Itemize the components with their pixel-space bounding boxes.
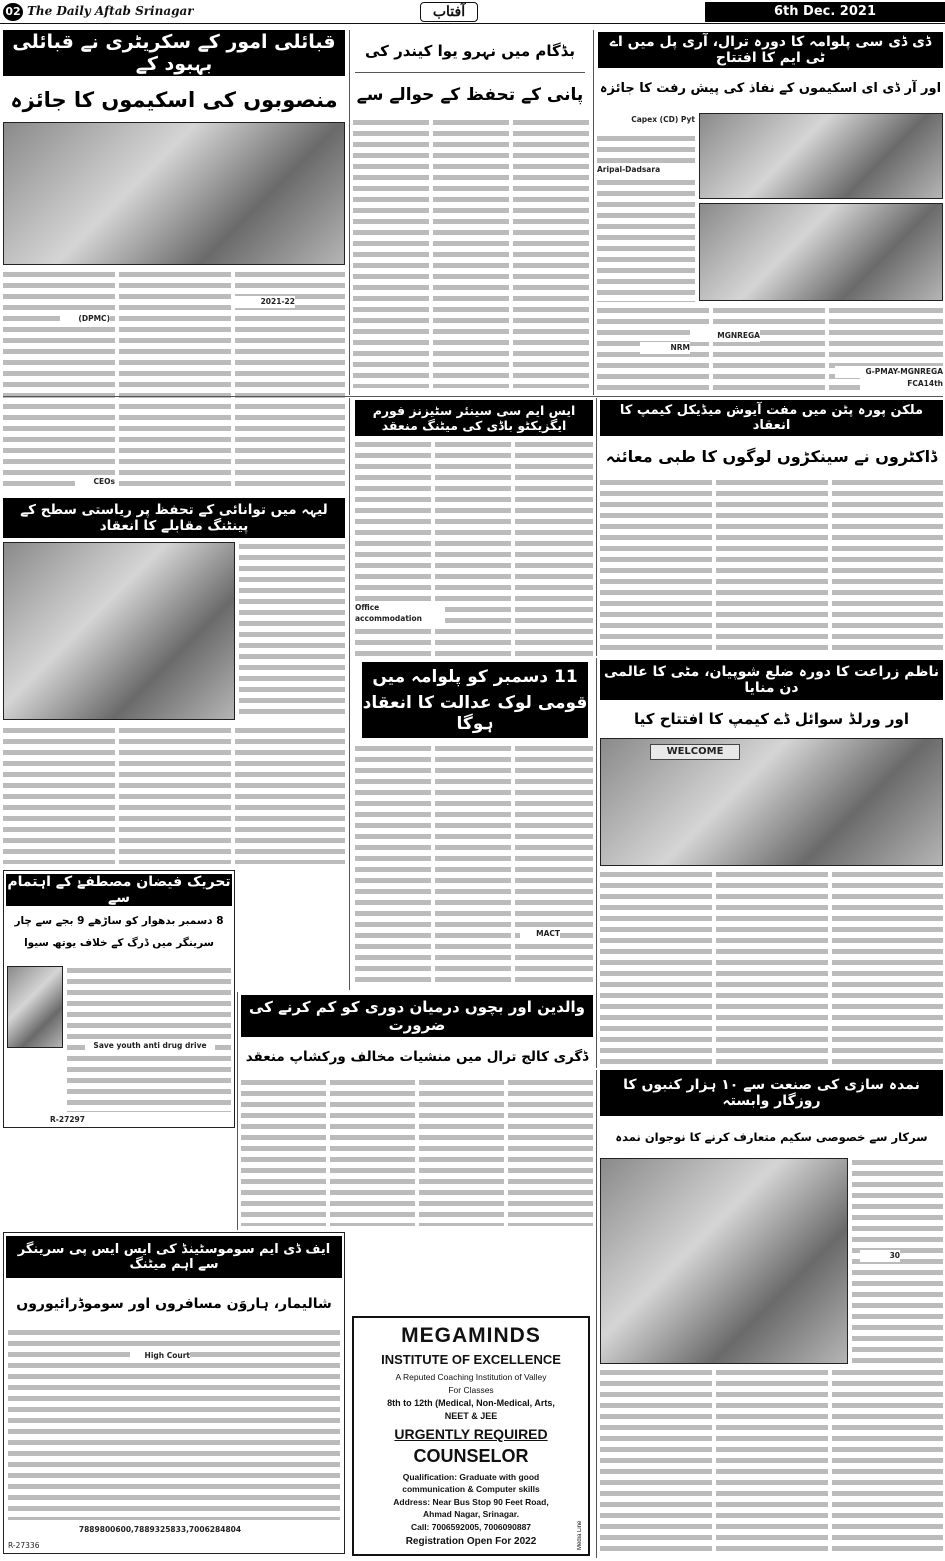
namda-headline-band (600, 1070, 943, 1116)
ad-qual2: communication & Computer skills (402, 1484, 540, 1494)
soil-headline-2: اور ورلڈ سوائل ڈے کیمپ کا افتتاح کیا (634, 710, 909, 728)
tehreek-headline-3: سرینگر میں ڈرگ کے خلاف یوتھ سیوا (24, 937, 214, 949)
ddc-term-pyt: Pyt (680, 115, 695, 124)
fdi-highcourt: High Court (130, 1350, 190, 1362)
smc-text-col3 (515, 440, 593, 658)
lokadalat-headline-band (362, 662, 588, 738)
ad-addr2: Ahmad Nagar, Srinagar. (423, 1509, 519, 1519)
smc-headline: ایس ایم سی سینئر سٹیزنز فورم ایگزیکٹو باڈی کی میٹنگ منعقد (372, 403, 576, 433)
namda-figure: 30 (860, 1250, 900, 1262)
column-divider (349, 30, 350, 395)
smc-tags (355, 602, 445, 626)
tribal-text-col2 (119, 270, 231, 492)
ddc-term-cd: CD (663, 115, 675, 124)
fdi-headline-1: ایف ڈی ایم سوموسٹینڈ کی ایس ایس پی سرینگر سے اہم میٹنگ (17, 1242, 331, 1272)
fdi-headline-2: شالیمار، ہاروَن مسافروں اور سوموڈرائیوروں (16, 1296, 332, 1312)
tribal-ceos: CEOs (75, 476, 115, 488)
soil-headline-1: ناظم زراعت کا دورہ ضلع شوپیان، مٹی کا عالمی دن منایا (604, 664, 939, 696)
ddc-term-capex: Capex (631, 115, 658, 124)
painting-text-col3 (235, 726, 345, 864)
smc-tag-poineer (355, 625, 387, 626)
tribal-headline-band (3, 30, 345, 76)
tribal-headline-2: منصوبوں کی اسکیموں کا جائزہ (10, 88, 338, 112)
row-divider (3, 396, 943, 397)
ddc-fca: FCA14th (860, 378, 943, 390)
column-divider (596, 1070, 597, 1558)
ddc-headline-2: اور آر ڈی ای اسکیموں کے نفاذ کی پیش رفت کا جائزہ (599, 81, 942, 96)
soil-text-col1 (600, 870, 712, 1066)
camp-headline-2: ڈاکٹروں نے سینکڑوں لوگوں کا طبی معائنہ (605, 447, 938, 466)
ad-addr: Address: Near Bus Stop 90 Feet Road, (393, 1497, 549, 1507)
ad-urgent: URGENTLY REQUIRED (394, 1426, 548, 1442)
camp-text-col3 (832, 478, 943, 650)
lokadalat-text-col2 (435, 744, 511, 986)
ddc-capex: Capex (CD) Pyt (597, 114, 695, 136)
budgam-headline: پانی کے تحفظ کے حوالے سے (356, 85, 584, 105)
ddc-mgnrega: MGNREGA (690, 330, 760, 342)
ad-subtitle: INSTITUTE OF EXCELLENCE (381, 1352, 561, 1367)
ddc-text-top (597, 112, 695, 302)
painting-headline-band (3, 498, 345, 538)
tehreek-headline-1: تحریک فیضان مصطفےٰ کے اہتمام سے (7, 874, 231, 906)
lokadalat-headline-2: قومی لوک عدالت کا انعقاد ہوگا (362, 693, 588, 734)
fdi-headline-band (6, 1236, 342, 1278)
soil-headline-band (600, 660, 943, 700)
tehreek-headline-band (6, 874, 232, 906)
newspaper-logo: آفتاب (420, 2, 478, 22)
tribal-year: 2021-22 (235, 296, 295, 308)
parents-text-col2 (330, 1078, 415, 1226)
ad-line2: For Classes (448, 1385, 494, 1395)
tribal-meeting-photo (3, 122, 345, 265)
tehreek-ref: R-27297 (50, 1114, 110, 1126)
namda-text-col1 (600, 1368, 712, 1556)
tehreek-text (67, 966, 231, 1112)
budgam-kicker: بڈگام میں نہرو یوا کیندر کی (364, 42, 576, 60)
budgam-text-col2 (433, 118, 509, 388)
tribal-dpmc: (DPMC) (60, 313, 110, 325)
namda-text-col2 (716, 1368, 828, 1556)
soil-text-col2 (716, 870, 828, 1066)
painting-text-col1 (3, 726, 115, 864)
parents-text-col3 (419, 1078, 504, 1226)
ad-line1: A Reputed Coaching Institution of Valley (395, 1372, 547, 1382)
parents-headline-2: ڈگری کالج ترال میں منشیات مخالف ورکشاپ منعقد (245, 1049, 589, 1065)
tribal-headline-1: قبائلی امور کے سکریٹری نے قبائلی بہبود کے (12, 31, 336, 75)
camp-headline-band (600, 400, 943, 436)
ad-line3: 8th to 12th (Medical, Non-Medical, Arts, (387, 1398, 555, 1408)
fdi-phones: 7889800600,7889325833,7006284804 (60, 1524, 260, 1536)
ddc-photo-1 (699, 113, 943, 199)
ad-line4: NEET & JEE (444, 1411, 498, 1421)
namda-carpet-photo (600, 1158, 848, 1364)
ddc-gpmay: G-PMAY-MGNREGA (835, 366, 943, 378)
ad-media-line: Media Line (577, 1520, 583, 1550)
lokadalat-text-col1 (355, 744, 431, 986)
painting-students-photo (3, 542, 235, 720)
tehreek-speaker-photo (7, 966, 63, 1048)
parents-text-col1 (241, 1078, 326, 1226)
painting-text-side (239, 542, 345, 720)
lokadalat-text-col3 (515, 744, 593, 986)
fdi-ref: R-27336 (8, 1540, 58, 1552)
ad-registration: Registration Open For 2022 (405, 1536, 537, 1547)
namda-headline-2: سرکار سے خصوصی سکیم متعارف کرنے کا نوجوان نمدہ (615, 1130, 928, 1144)
camp-headline-1: ملکن پورہ پٹن میں مفت آیوش میڈیکل کیمپ کا انعقاد (619, 403, 924, 433)
ad-qual: Qualification: Graduate with good (402, 1472, 540, 1482)
ddc-headline-band (598, 32, 943, 68)
ad-call: Call: 7006592005, 7006090887 (410, 1522, 532, 1532)
lokadalat-headline-1: 11 دسمبر کو پلوامہ میں (372, 667, 578, 687)
issue-date: 6th Dec. 2021 (705, 2, 945, 22)
ddc-nrm: NRM (640, 342, 690, 354)
smc-headline-band (355, 400, 593, 436)
ddc-photo-2 (699, 203, 943, 301)
ddc-headline-1: ڈی ڈی سی پلوامہ کا دورہ ترال، آری پل میں اے ٹی ایم کا افتتاح (609, 34, 932, 66)
column-divider (596, 398, 597, 656)
ad-role: COUNSELOR (413, 1446, 529, 1466)
lokadalat-mact: MACT (520, 928, 560, 940)
parents-text-col4 (508, 1078, 593, 1226)
camp-text-col1 (600, 478, 712, 650)
ad-title: MEGAMINDS (401, 1324, 541, 1347)
parents-headline-band (241, 995, 593, 1037)
welcome-banner: WELCOME (650, 744, 740, 760)
column-divider (237, 992, 238, 1230)
publication-name: The Daily Aftab Srinagar (27, 4, 194, 18)
tehreek-drive: Save youth anti drug drive (85, 1040, 215, 1052)
budgam-rule (355, 72, 585, 73)
budgam-text-col3 (513, 118, 589, 388)
painting-text-col2 (119, 726, 231, 864)
smc-tag-office: Office accommodation (355, 603, 422, 623)
ddc-aripal: Aripal-Dadsara (597, 164, 695, 176)
soil-text-col3 (832, 870, 943, 1066)
parents-headline-1: والدین اور بچوں درمیان دوری کو کم کرنے کی ضرورت (249, 998, 585, 1034)
budgam-text-col1 (353, 118, 429, 388)
tehreek-headline-2: 8 دسمبر بدھوار کو ساڑھے 9 بجے سے چار (14, 915, 224, 927)
smc-text-col2 (435, 440, 511, 658)
namda-text-col3 (832, 1368, 943, 1556)
column-divider (593, 30, 594, 395)
tribal-text-col1 (3, 270, 115, 492)
painting-headline: لیہہ میں توانائی کے تحفظ پر ریاستی سطح کے پینٹنگ مقابلے کا انعقاد (20, 502, 328, 534)
column-divider (349, 398, 350, 990)
camp-text-col2 (716, 478, 828, 650)
ddc-text-col2 (713, 306, 825, 390)
page-number: 02 (3, 3, 23, 21)
namda-headline-1: نمدہ سازی کی صنعت سے ۱۰ ہزار کنبوں کا روزگار وابستہ (623, 1077, 920, 1109)
column-divider (596, 658, 597, 1068)
